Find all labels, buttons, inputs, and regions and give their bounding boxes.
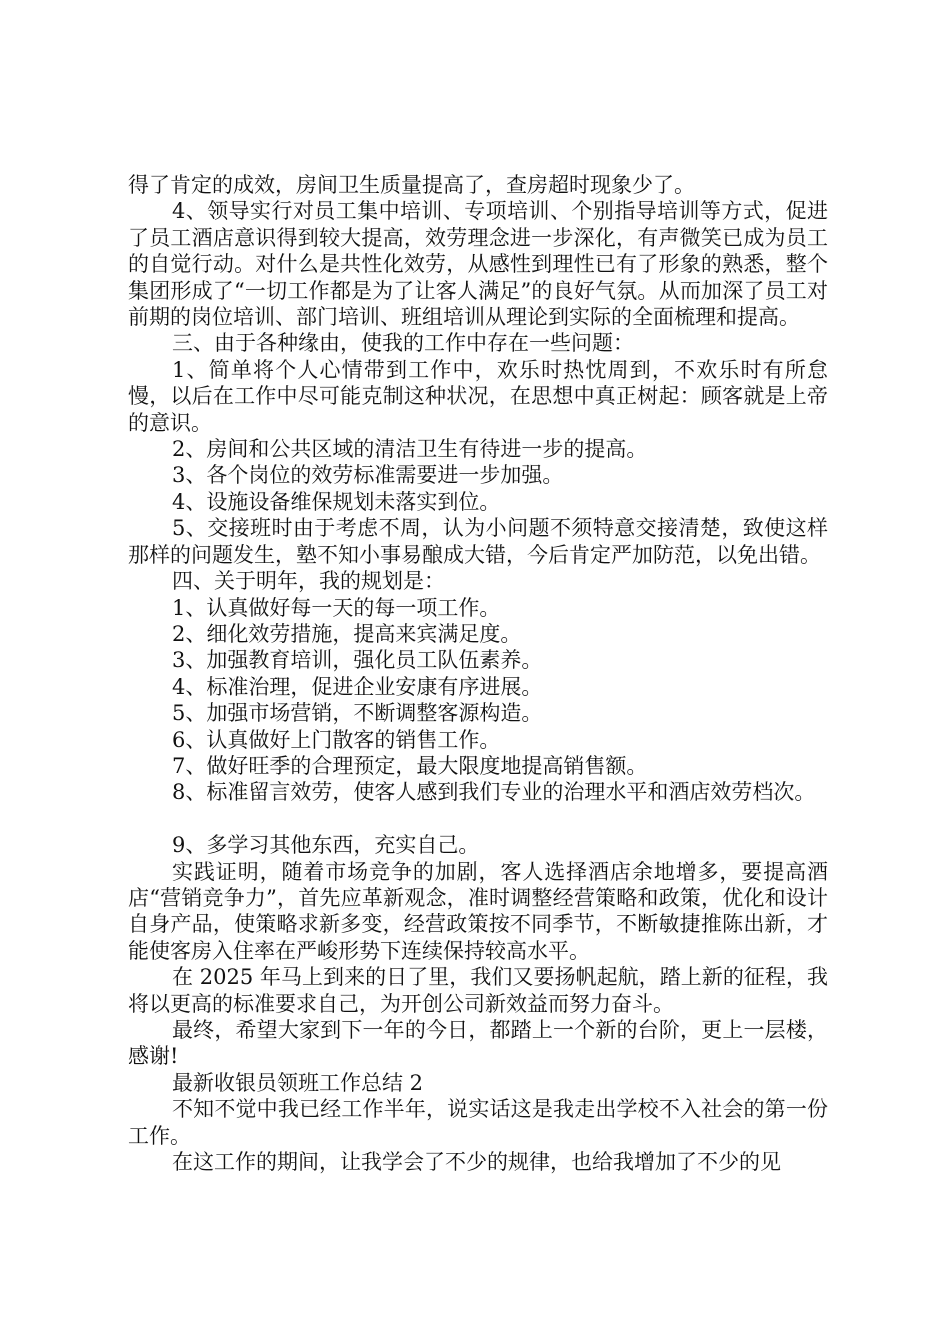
list-item: 7、做好旺季的合理预定，最大限度地提高销售额。 [172,753,648,778]
document-subtitle: 最新收银员领班工作总结 2 [172,1070,424,1095]
paragraph: 1、简单将个人心情带到工作中，欢乐时热忱周到，不欢乐时有所怠慢，以后在工作中尽可能克制这种状况，在思想中真正树起：顾客就是上帝的意识。 [128,357,828,435]
paragraph: 在 2025 年马上到来的日了里，我们又要扬帆起航，踏上新的征程，我将以更高的标准要求自己，为开创公司新效益而努力奋斗。 [128,965,828,1016]
list-item: 2、细化效劳措施，提高来宾满足度。 [172,621,522,646]
list-item: 6、认真做好上门散客的销售工作。 [172,727,501,752]
list-item: 5、交接班时由于考虑不周，认为小问题不须特意交接清楚，致使这样那样的问题发生，塾不知小事易酿成大错，今后肯定严加防范，以免出错。 [128,516,828,567]
paragraph: 得了肯定的成效，房间卫生质量提高了，查房超时现象少了。 [128,173,695,197]
list-item: 3、各个岗位的效劳标准需要进一步加强。 [172,463,564,488]
list-item: 1、认真做好每一天的每一项工作。 [172,595,501,620]
document-body [128,172,828,1175]
paragraph: 最终，希望大家到下一年的今日，都踏上一个新的台阶，更上一层楼，感谢! [128,1017,828,1069]
list-item: 4、设施设备维保规划未落实到位。 [172,489,501,514]
list-item: 4、标准治理，促进企业安康有序进展。 [172,674,543,699]
paragraph: 在这工作的期间，让我学会了不少的规律，也给我增加了不少的见 [172,1150,781,1175]
paragraph: 不知不觉中我已经工作半年，说实话这是我走出学校不入社会的第一份工作。 [128,1097,828,1148]
list-item: 3、加强教育培训，强化员工队伍素养。 [172,648,543,673]
paragraph: 实践证明，随着市场竞争的加剧，客人选择酒店余地增多，要提高酒店“营销竞争力”，首先应革新观念，准时调整经营策略和政策，优化和设计自身产品，使策略求新多变，经营政策按不同季节，不断敏捷推陈出新，才能使客房入住率在严峻形势下连续保持较高水平。 [128,859,828,963]
list-item: 8、标准留言效劳，使客人感到我们专业的治理水平和酒店效劳档次。 [172,780,816,805]
list-item: 2、房间和公共区域的清洁卫生有待进一步的提高。 [172,437,648,462]
section-heading: 三、由于各种缘由，使我的工作中存在一些问题： [172,331,634,356]
list-item: 5、加强市场营销，不断调整客源构造。 [172,701,543,726]
paragraph: 4、领导实行对员工集中培训、专项培训、个别指导培训等方式，促进了员工酒店意识得到较大提高，效劳理念进一步深化，有声微笑已成为员工的自觉行动。对什么是共性化效劳，从感性到理性已有了形象的熟悉，整个集团形成了“一切工作都是为了让客人满足”的良好气氛。从而加深了员工对前期的岗位培训、部门培训、班组培训从理论到实际的全面梳理和提高。 [128,199,828,330]
blank-line [128,806,828,832]
list-item: 9、多学习其他东西，充实自己。 [172,833,480,858]
section-heading: 四、关于明年，我的规划是： [172,569,445,594]
